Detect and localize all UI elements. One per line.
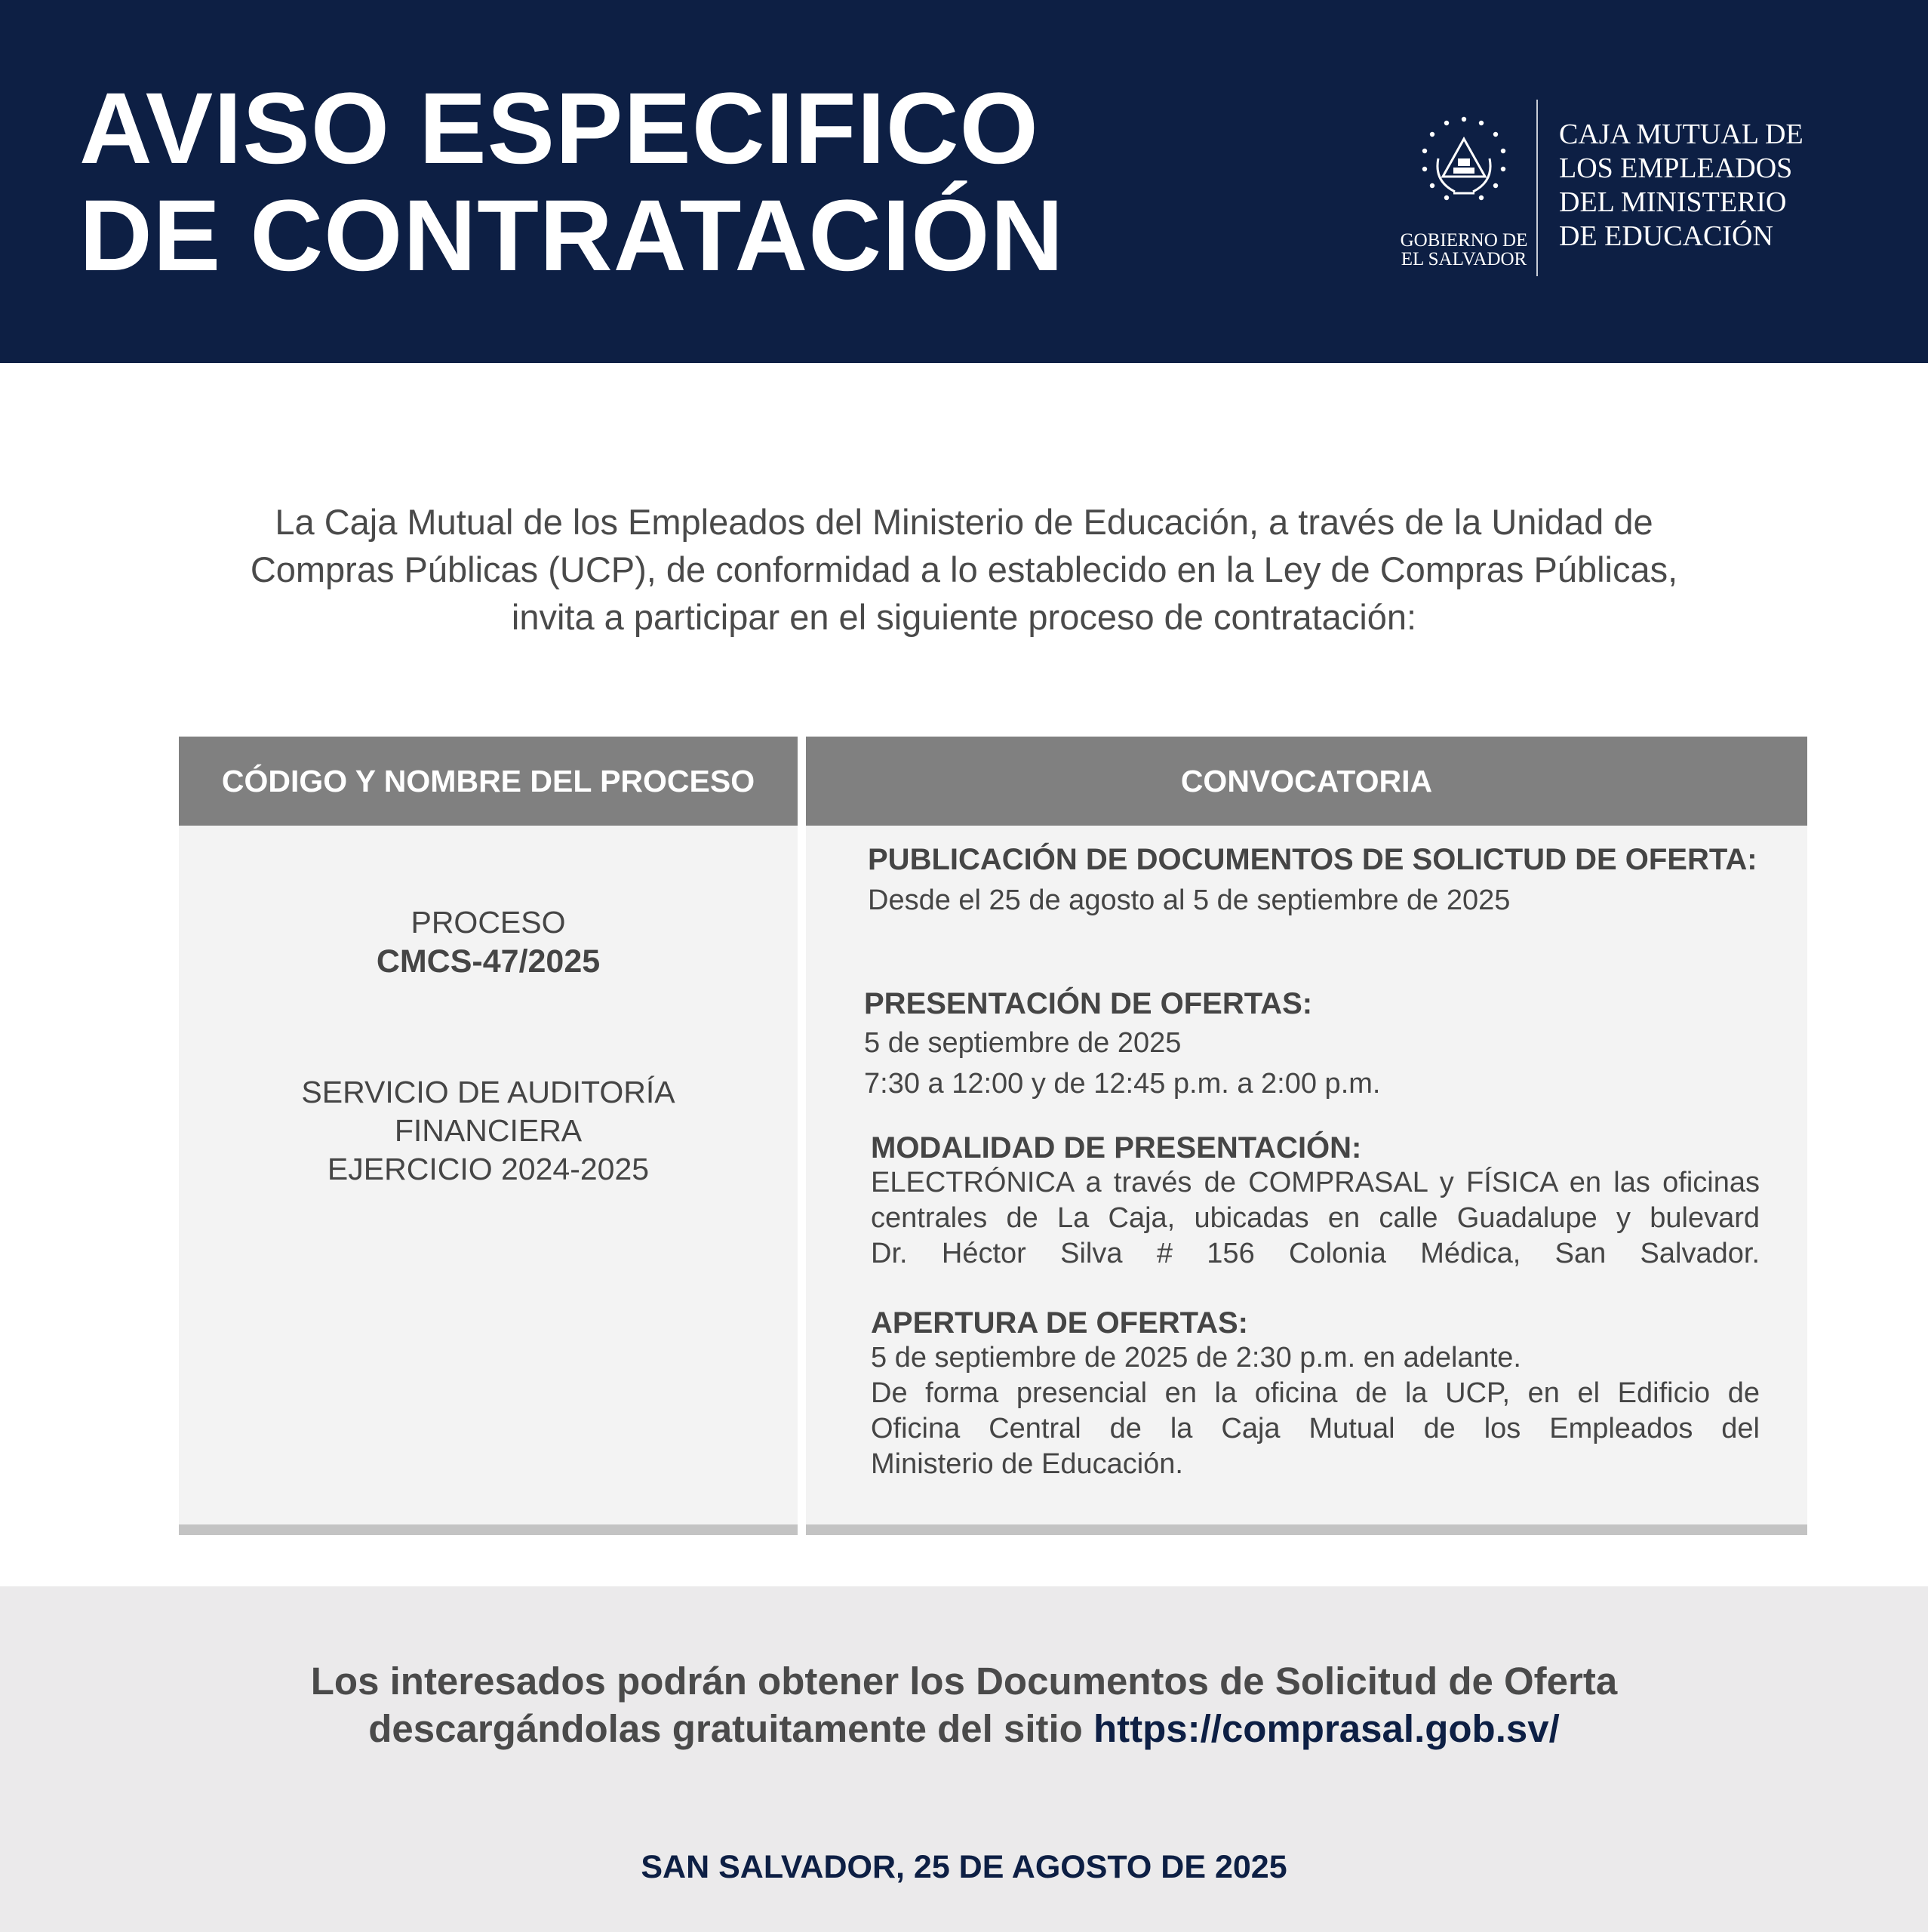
table-header-process: CÓDIGO Y NOMBRE DEL PROCESO [179,737,798,826]
logo-divider [1536,100,1538,276]
footer-message [0,1657,1928,1752]
opening-line-2: De forma presencial en la oficina de la UCP, en el Edificio de [871,1377,1760,1409]
intro-line-1: La Caja Mutual de los Empleados del Ministerio de Educación, a través de la Unidad de [275,502,1653,542]
title-line-2: DE CONTRATACIÓN [79,180,1065,292]
title-line-1: AVISO ESPECIFICO [79,72,1039,185]
opening-line-3: Oficina Central de la Caja Mutual de los Empleados del [871,1413,1760,1444]
institution-logo [1396,98,1819,279]
government-label [1396,231,1532,269]
government-line-2: EL SALVADOR [1401,249,1527,269]
issue-date: SAN SALVADOR, 25 DE AGOSTO DE 2025 [641,1849,1287,1885]
presentation-date: 5 de septiembre de 2025 [864,1027,1182,1059]
presentation-hours: 7:30 a 12:00 y de 12:45 p.m. a 2:00 p.m. [864,1068,1381,1100]
publication-dates: Desde el 25 de agosto al 5 de septiembre de 2025 [868,884,1511,916]
service-line-3: EJERCICIO 2024-2025 [327,1152,650,1186]
process-column-bottom-border [179,1524,798,1535]
publication-title: PUBLICACIÓN DE DOCUMENTOS DE SOLICTUD DE OFERTA: [868,843,1757,876]
org-name-line-3: DEL MINISTERIO [1559,186,1787,218]
opening-text [871,1340,1760,1482]
organization-name [1559,118,1803,254]
service-line-2: FINANCIERA [394,1113,583,1148]
intro-line-3: invita a participar en el siguiente proceso de contratación: [511,597,1417,637]
presentation-title: PRESENTACIÓN DE OFERTAS: [864,987,1313,1020]
comprasal-link[interactable]: https://comprasal.gob.sv/ [1093,1707,1560,1750]
government-line-1: GOBIERNO DE [1400,230,1528,251]
opening-title: APERTURA DE OFERTAS: [871,1306,1248,1340]
footer-line-2-text: descargándolas gratuitamente del sitio [368,1707,1093,1750]
opening-line-1: 5 de septiembre de 2025 de 2:30 p.m. en adelante. [871,1342,1521,1374]
header-banner [0,0,1928,363]
modality-line-2: centrales de La Caja, ubicadas en calle Guadalupe y bulevard [871,1202,1760,1234]
table-header-convocation: CONVOCATORIA [806,737,1807,826]
process-label: PROCESO [411,905,566,940]
process-code: CMCS-47/2025 [376,943,601,980]
modality-line-3: Dr. Héctor Silva # 156 Colonia Médica, San Salvador. [871,1238,1760,1269]
org-name-line-2: LOS EMPLEADOS [1559,152,1793,184]
intro-line-2: Compras Públicas (UCP), de conformidad a lo establecido en la Ley de Compras Públicas, [250,549,1678,589]
service-line-1: SERVICIO DE AUDITORÍA [301,1075,675,1109]
org-name-line-1: CAJA MUTUAL DE [1559,118,1803,150]
modality-title: MODALIDAD DE PRESENTACIÓN: [871,1131,1362,1164]
footer-line-2 [0,1705,1928,1752]
opening-line-4: Ministerio de Educación. [871,1448,1183,1480]
service-name [179,1073,798,1189]
page-title [79,72,1065,292]
modality-text [871,1165,1760,1272]
org-name-line-4: DE EDUCACIÓN [1559,220,1773,252]
modality-line-1: ELECTRÓNICA a través de COMPRASAL y FÍSICA en las oficinas [871,1167,1760,1198]
convocation-column-bottom-border [806,1524,1807,1535]
coat-of-arms-icon [1411,113,1517,219]
intro-paragraph [91,498,1837,641]
footer-line-1: Los interesados podrán obtener los Documentos de Solicitud de Oferta [310,1660,1618,1703]
